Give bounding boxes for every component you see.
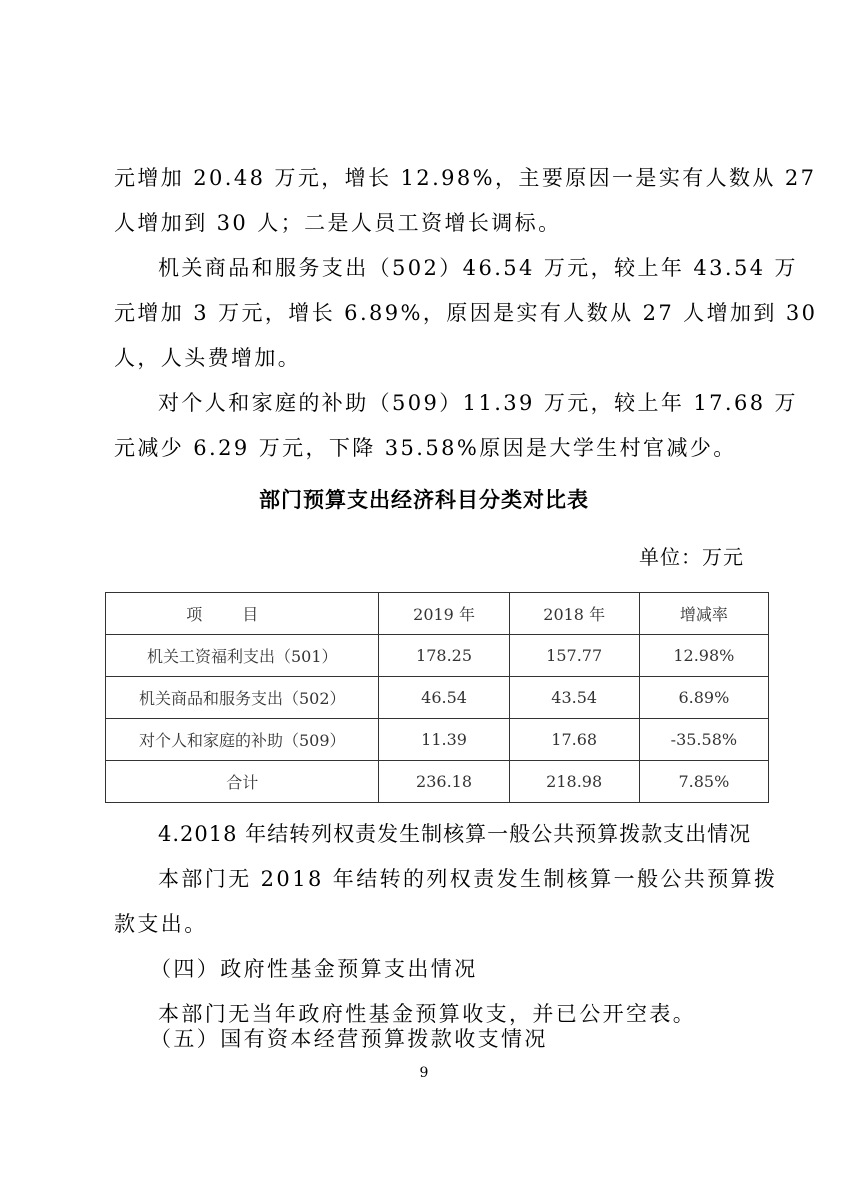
table-title: 部门预算支出经济科目分类对比表 (259, 488, 589, 512)
table-total-row (106, 761, 769, 803)
section-heading: 4.2018 年结转列权责发生制核算一般公共预算拨款支出情况 (158, 822, 752, 846)
value-2018: 43.54 (509, 677, 639, 719)
paragraph-line: 对个人和家庭的补助（509）11.39 万元，较上年 17.68 万 (158, 391, 798, 415)
row-label: 合计 (106, 761, 379, 803)
value-2018: 218.98 (509, 761, 639, 803)
header-2018: 2018 年 (509, 593, 639, 635)
value-change-rate: 6.89% (639, 677, 768, 719)
table-row (106, 719, 769, 761)
table-row (106, 635, 769, 677)
table-row (106, 677, 769, 719)
paragraph-line: 元减少 6.29 万元，下降 35.58%原因是大学生村官减少。 (114, 436, 737, 460)
paragraph-line: 元增加 3 万元，增长 6.89%，原因是实有人数从 27 人增加到 30 (114, 301, 818, 325)
section-heading: （四）政府性基金预算支出情况 (150, 957, 478, 981)
budget-comparison-table (105, 592, 769, 803)
value-2018: 157.77 (509, 635, 639, 677)
value-change-rate: 7.85% (639, 761, 768, 803)
table-header-row (106, 593, 769, 635)
value-change-rate: -35.58% (639, 719, 768, 761)
header-change-rate: 增减率 (639, 593, 768, 635)
page-number: 9 (419, 1065, 429, 1081)
paragraph-line: 款支出。 (114, 912, 208, 936)
value-2018: 17.68 (509, 719, 639, 761)
paragraph-line: 元增加 20.48 万元，增长 12.98%，主要原因一是实有人数从 27 (114, 166, 817, 190)
paragraph-line: 机关商品和服务支出（502）46.54 万元，较上年 43.54 万 (158, 256, 798, 280)
value-2019: 46.54 (379, 677, 509, 719)
paragraph-line: 人增加到 30 人；二是人员工资增长调标。 (114, 211, 562, 235)
value-2019: 178.25 (379, 635, 509, 677)
paragraph-line: 本部门无当年政府性基金预算收支，并已公开空表。 (158, 1002, 697, 1026)
section-heading: （五）国有资本经营预算拨款收支情况 (150, 1027, 548, 1051)
row-label: 对个人和家庭的补助（509） (106, 719, 379, 761)
header-2019: 2019 年 (379, 593, 509, 635)
header-item: 项目 (106, 593, 379, 635)
value-change-rate: 12.98% (639, 635, 768, 677)
paragraph-line: 本部门无 2018 年结转的列权责发生制核算一般公共预算拨 (158, 867, 778, 891)
value-2019: 236.18 (379, 761, 509, 803)
value-2019: 11.39 (379, 719, 509, 761)
unit-label: 单位：万元 (639, 545, 744, 569)
row-label: 机关商品和服务支出（502） (106, 677, 379, 719)
paragraph-line: 人，人头费增加。 (114, 346, 302, 370)
row-label: 机关工资福利支出（501） (106, 635, 379, 677)
